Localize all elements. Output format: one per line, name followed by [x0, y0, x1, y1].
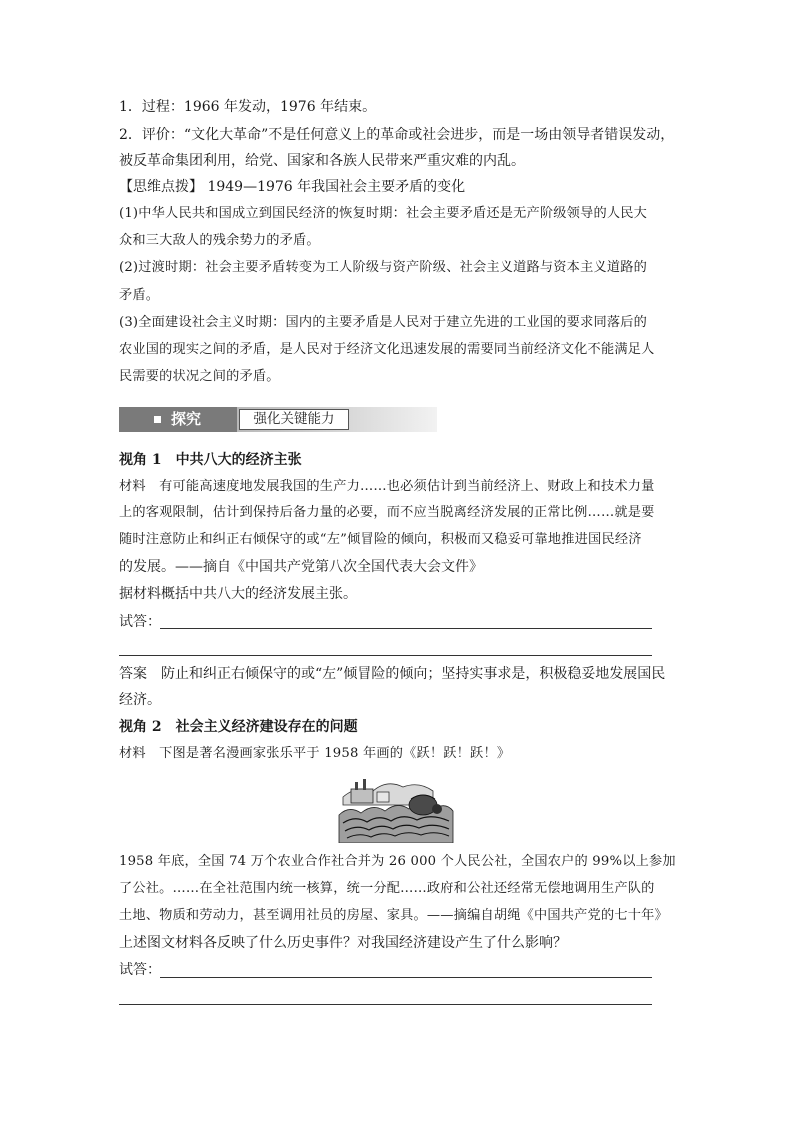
evaluation-line-1: 2．评价：“文化大革命”不是任何意义上的革命或社会进步，而是一场由领导者错误发动， [119, 127, 675, 143]
thinking-point-1-line-1: (1)中华人民共和国成立到国民经济的恢复时期：社会主要矛盾还是无产阶级领导的人民大 [119, 206, 648, 221]
section-title: 探究 [171, 410, 202, 428]
angle-2-title: 视角 2 社会主义经济建设存在的问题 [119, 719, 358, 735]
section-tag-label: 强化关键能力 [253, 411, 335, 427]
cartoon-illustration [337, 775, 455, 843]
angle-2-text-line-1: 1958 年底，全国 74 万个农业合作社合并为 26 000 个人民公社，全国农户的 99%以上参加 [119, 854, 676, 869]
angle-1-question: 据材料概括中共八大的经济发展主张。 [119, 586, 357, 602]
thinking-point-3-line-3: 民需要的状况之间的矛盾。 [119, 369, 280, 384]
section-header-explore [119, 407, 437, 432]
angle-2-question: 上述图文材料各反映了什么历史事件？对我国经济建设产生了什么影响？ [119, 935, 567, 951]
answer-blank-line-1[interactable] [160, 628, 652, 629]
evaluation-line-2: 被反革命集团利用，给党、国家和各族人民带来严重灾难的内乱。 [119, 153, 525, 169]
answer-blank-line-2[interactable] [119, 655, 652, 656]
angle-2-text-line-3: 土地、物质和劳动力，甚至调用社员的房屋、家具。——摘编自胡绳《中国共产党的七十年》 [119, 908, 668, 923]
answer-blank-line-3[interactable] [160, 977, 652, 978]
angle-1-answer-line-1: 答案 防止和纠正右倾保守的或“左”倾冒险的倾向；坚持实事求是，积极稳妥地发展国民 [119, 666, 666, 682]
angle-1-attempt-label: 试答： [119, 614, 161, 630]
thinking-title: 【思维点拨】 1949—1976 年我国社会主要矛盾的变化 [119, 179, 466, 195]
angle-2-material-line-1: 材料 下图是著名漫画家张乐平于 1958 年画的《跃！跃！跃！》 [119, 746, 511, 761]
thinking-point-1-line-2: 众和三大敌人的残余势力的矛盾。 [119, 233, 320, 248]
thinking-point-3-line-2: 农业国的现实之间的矛盾，是人民对于经济文化迅速发展的需要同当前经济文化不能满足人 [119, 342, 655, 357]
angle-1-answer-line-2: 经济。 [119, 692, 161, 708]
answer-blank-line-4[interactable] [119, 1004, 652, 1005]
angle-1-material-line-1: 材料 有可能高速度地发展我国的生产力……也必须估计到当前经济上、财政上和技术力量 [119, 479, 655, 494]
thinking-point-2-line-1: (2)过渡时期：社会主要矛盾转变为工人阶级与资产阶级、社会主义道路与资本主义道路的 [119, 260, 648, 275]
angle-1-material-line-2: 上的客观限制，估计到保持后备力量的必要，而不应当脱离经济发展的正常比例……就是要 [119, 505, 655, 520]
bullet-square-icon [154, 416, 161, 423]
angle-1-title: 视角 1 中共八大的经济主张 [119, 452, 302, 468]
thinking-point-2-line-2: 矛盾。 [119, 288, 160, 303]
angle-1-material-line-3: 随时注意防止和纠正右倾保守的或“左”倾冒险的倾向，积极而又稳妥可靠地推进国民经济 [119, 532, 642, 547]
process-line: 1．过程：1966 年发动，1976 年结束。 [119, 99, 377, 115]
section-tag-box [239, 409, 349, 430]
angle-2-text-line-2: 了公社。……在全社范围内统一核算，统一分配……政府和公社还经常无偿地调用生产队的 [119, 881, 655, 896]
angle-1-material-line-4: 的发展。——摘自《中国共产党第八次全国代表大会文件》 [119, 559, 483, 575]
angle-2-attempt-label: 试答： [119, 962, 161, 978]
thinking-point-3-line-1: (3)全面建设社会主义时期：国内的主要矛盾是人民对于建立先进的工业国的要求同落后的 [119, 315, 648, 330]
